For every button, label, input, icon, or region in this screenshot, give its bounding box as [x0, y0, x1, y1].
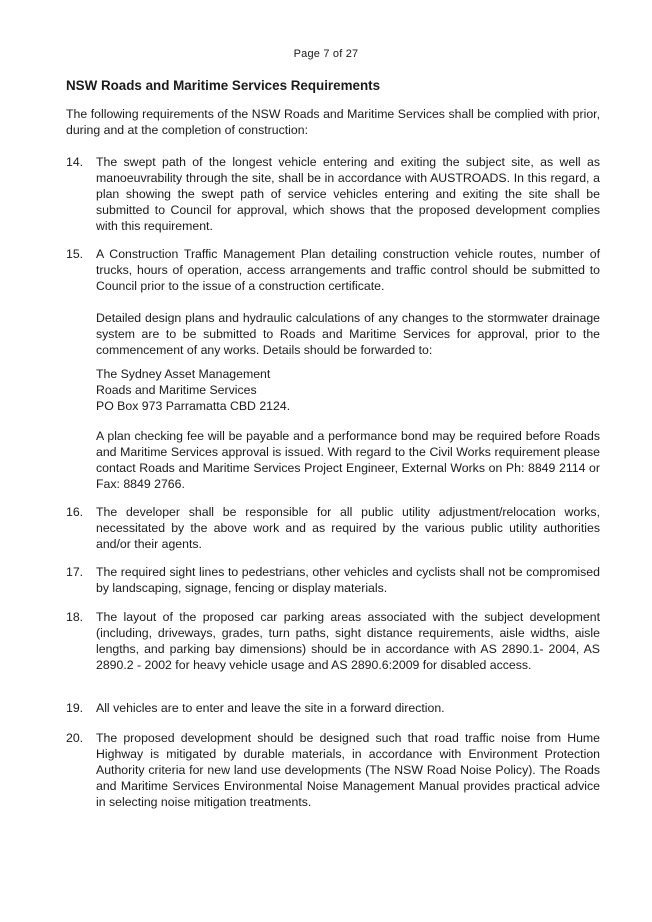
condition-number: 15. — [66, 247, 84, 261]
condition-19 — [66, 700, 600, 716]
condition-text: The swept path of the longest vehicle entering and exiting the subject site, as well as manoeuvrability through the site, shall be in accordance with AUSTROADS. In this regard, a plan showing the swept path of service vehicles entering and exiting the site shall be submitted to Council for approval, which shows that the proposed development complies with this requirement. — [96, 155, 600, 233]
condition-number: 17. — [66, 565, 84, 579]
intro-paragraph: The following requirements of the NSW Roads and Maritime Services shall be complied with prior, during and at the completion of construction: — [66, 107, 600, 137]
condition-text: The developer shall be responsible for all public utility adjustment/relocation works, necessitated by the above work and as required by the various public utility authorities and/or their agents. — [96, 505, 600, 551]
postal-address — [96, 366, 600, 414]
section-heading: NSW Roads and Maritime Services Requirements — [66, 78, 381, 93]
page-number: Page 7 of 27 — [293, 48, 359, 60]
condition-number: 18. — [66, 610, 84, 624]
condition-text: The layout of the proposed car parking areas associated with the subject development (including, driveways, grades, turn paths, sight distance requirements, aisle widths, aisle lengths, and parking bay dimensions) should be in accordance with AS 2890.1- 2004, AS 2890.2 - 2002 for heavy vehicle usage and AS 2890.6:2009 for disabled access. — [96, 610, 600, 672]
condition-number: 20. — [66, 731, 84, 745]
condition-14 — [66, 154, 600, 234]
condition-number: 14. — [66, 155, 84, 169]
drainage-paragraph: Detailed design plans and hydraulic calculations of any changes to the stormwater drainage system are to be submitted to Roads and Maritime Services for approval, prior to the commencement of any works. Details should be forwarded to: — [96, 311, 600, 357]
condition-18 — [66, 609, 600, 673]
address-line: Roads and Maritime Services — [96, 383, 257, 397]
condition-text: The required sight lines to pedestrians, other vehicles and cyclists shall not be compromised by landscaping, signage, fencing or display materials. — [96, 565, 600, 595]
condition-text: All vehicles are to enter and leave the site in a forward direction. — [96, 701, 445, 715]
condition-text: The proposed development should be designed such that road traffic noise from Hume Highway is mitigated by durable materials, in accordance with Environment Protection Authority criteria for new land use developments (The NSW Road Noise Policy). The Roads and Maritime Services Environmental Noise Management Manual provides practical advice in selecting noise mitigation treatments. — [96, 731, 600, 809]
condition-number: 16. — [66, 505, 84, 519]
condition-16 — [66, 504, 600, 552]
address-line: PO Box 973 Parramatta CBD 2124. — [96, 399, 291, 413]
condition-20 — [66, 730, 600, 810]
condition-15 — [66, 246, 600, 294]
fee-paragraph: A plan checking fee will be payable and a performance bond may be required before Roads and Maritime Services approval is issued. With regard to the Civil Works requirement please contact Roads and Maritime Services Project Engineer, External Works on Ph: 8849 2114 or Fax: 8849 2766. — [96, 429, 600, 491]
address-line: The Sydney Asset Management — [96, 367, 271, 381]
condition-text: A Construction Traffic Management Plan detailing construction vehicle routes, number of trucks, hours of operation, access arrangements and traffic control should be submitted to Council prior to the issue of a construction certificate. — [96, 247, 600, 293]
condition-number: 19. — [66, 701, 84, 715]
condition-17 — [66, 564, 600, 596]
